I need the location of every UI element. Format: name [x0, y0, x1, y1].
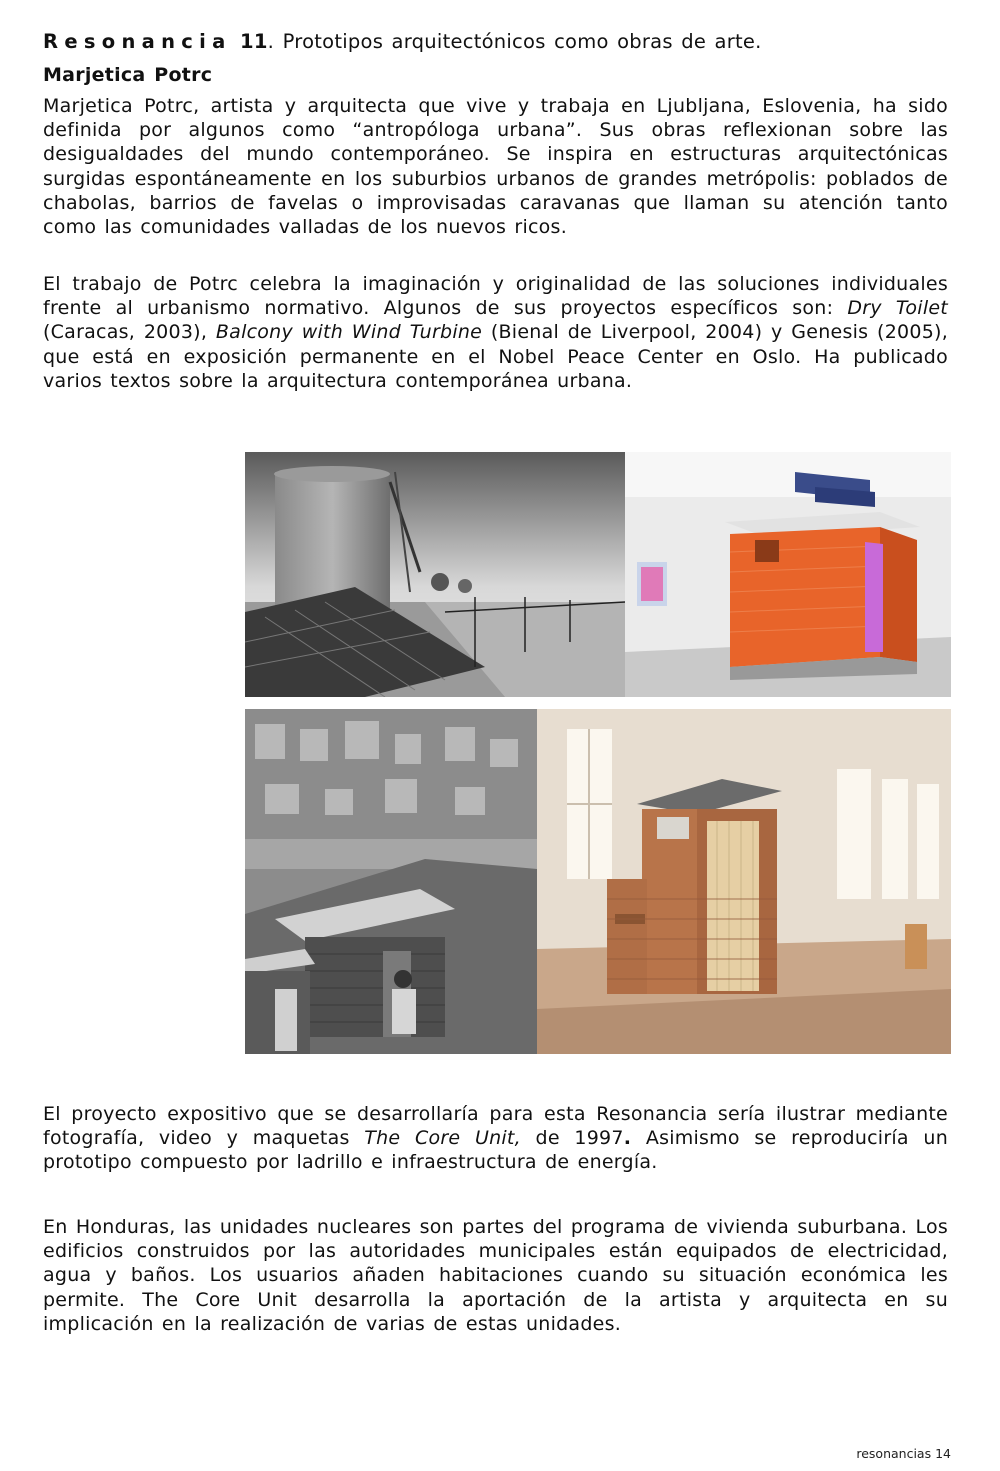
section-label: Resonancia: [43, 30, 232, 53]
section-heading: [43, 30, 948, 54]
paragraph-text: (Bienal de Liverpool, 2004) y Genesis (2005), que está en exposición permanente en el Nobel Peace Center en Oslo. Ha publicado varios textos sobre la arquitectura contemporánea urbana.: [43, 321, 948, 392]
paragraph-text: .: [623, 1127, 632, 1150]
work-title: Balcony with Wind Turbine: [215, 321, 483, 344]
photo-orange-brick-unit-gallery: [625, 452, 951, 697]
paragraph-honduras: En Honduras, las unidades nucleares son partes del programa de vivienda suburbana. Los edificios construidos por las autoridades municipales están equipados de electricidad, agua y baños. Los usuarios añaden habitaciones cuando su situación económica les permite. The Core Unit desarrolla la aportación de la artista y arquitecta en su implicación en la realización de varias de estas unidades.: [43, 1216, 948, 1335]
artist-name-heading: Marjetica Potrc: [43, 64, 213, 86]
page-footer: [856, 1446, 951, 1461]
section-title: . Prototipos arquitectónicos como obras de arte.: [267, 30, 762, 53]
photo-water-tank-solar-panels: [245, 452, 625, 697]
footer-label: resonancias: [856, 1446, 932, 1461]
paragraph-text: El proyecto expositivo que se desarrollaría para esta Resonancia sería ilustrar mediante fotografía, video y maquetas: [43, 1103, 948, 1150]
paragraph-text: de 1997: [520, 1127, 624, 1150]
paragraph-projects: [43, 272, 948, 393]
paragraph-text: El trabajo de Potrc celebra la imaginación y originalidad de las soluciones individuales frente al urbanismo normativo. Algunos de sus proyectos específicos son:: [43, 273, 948, 320]
paragraph-text: Asimismo se reproduciría un prototipo compuesto por ladrillo e infraestructura de energía.: [43, 1127, 949, 1174]
work-title: The Core Unit,: [364, 1127, 521, 1150]
work-title: Dry Toilet: [847, 297, 948, 320]
page-number: 14: [935, 1446, 951, 1461]
paragraph-exhibition-project: [43, 1102, 948, 1175]
paragraph-biography: Marjetica Potrc, artista y arquitecta que vive y trabaja en Ljubljana, Eslovenia, ha sido definida por algunos como “antropóloga urbana”. Sus obras reflexionan sobre las desigualdades del mundo contemporáneo. Se inspira en estructuras arquitectónicas surgidas espontáneamente en los suburbios urbanos de grandes metrópolis: poblados de chabolas, barrios de favelas o improvisadas caravanas que llaman su atención tanto como las comunidades valladas de los nuevos ricos.: [43, 95, 948, 239]
paragraph-text: (Caracas, 2003),: [43, 321, 216, 344]
section-number: 11: [240, 30, 268, 53]
